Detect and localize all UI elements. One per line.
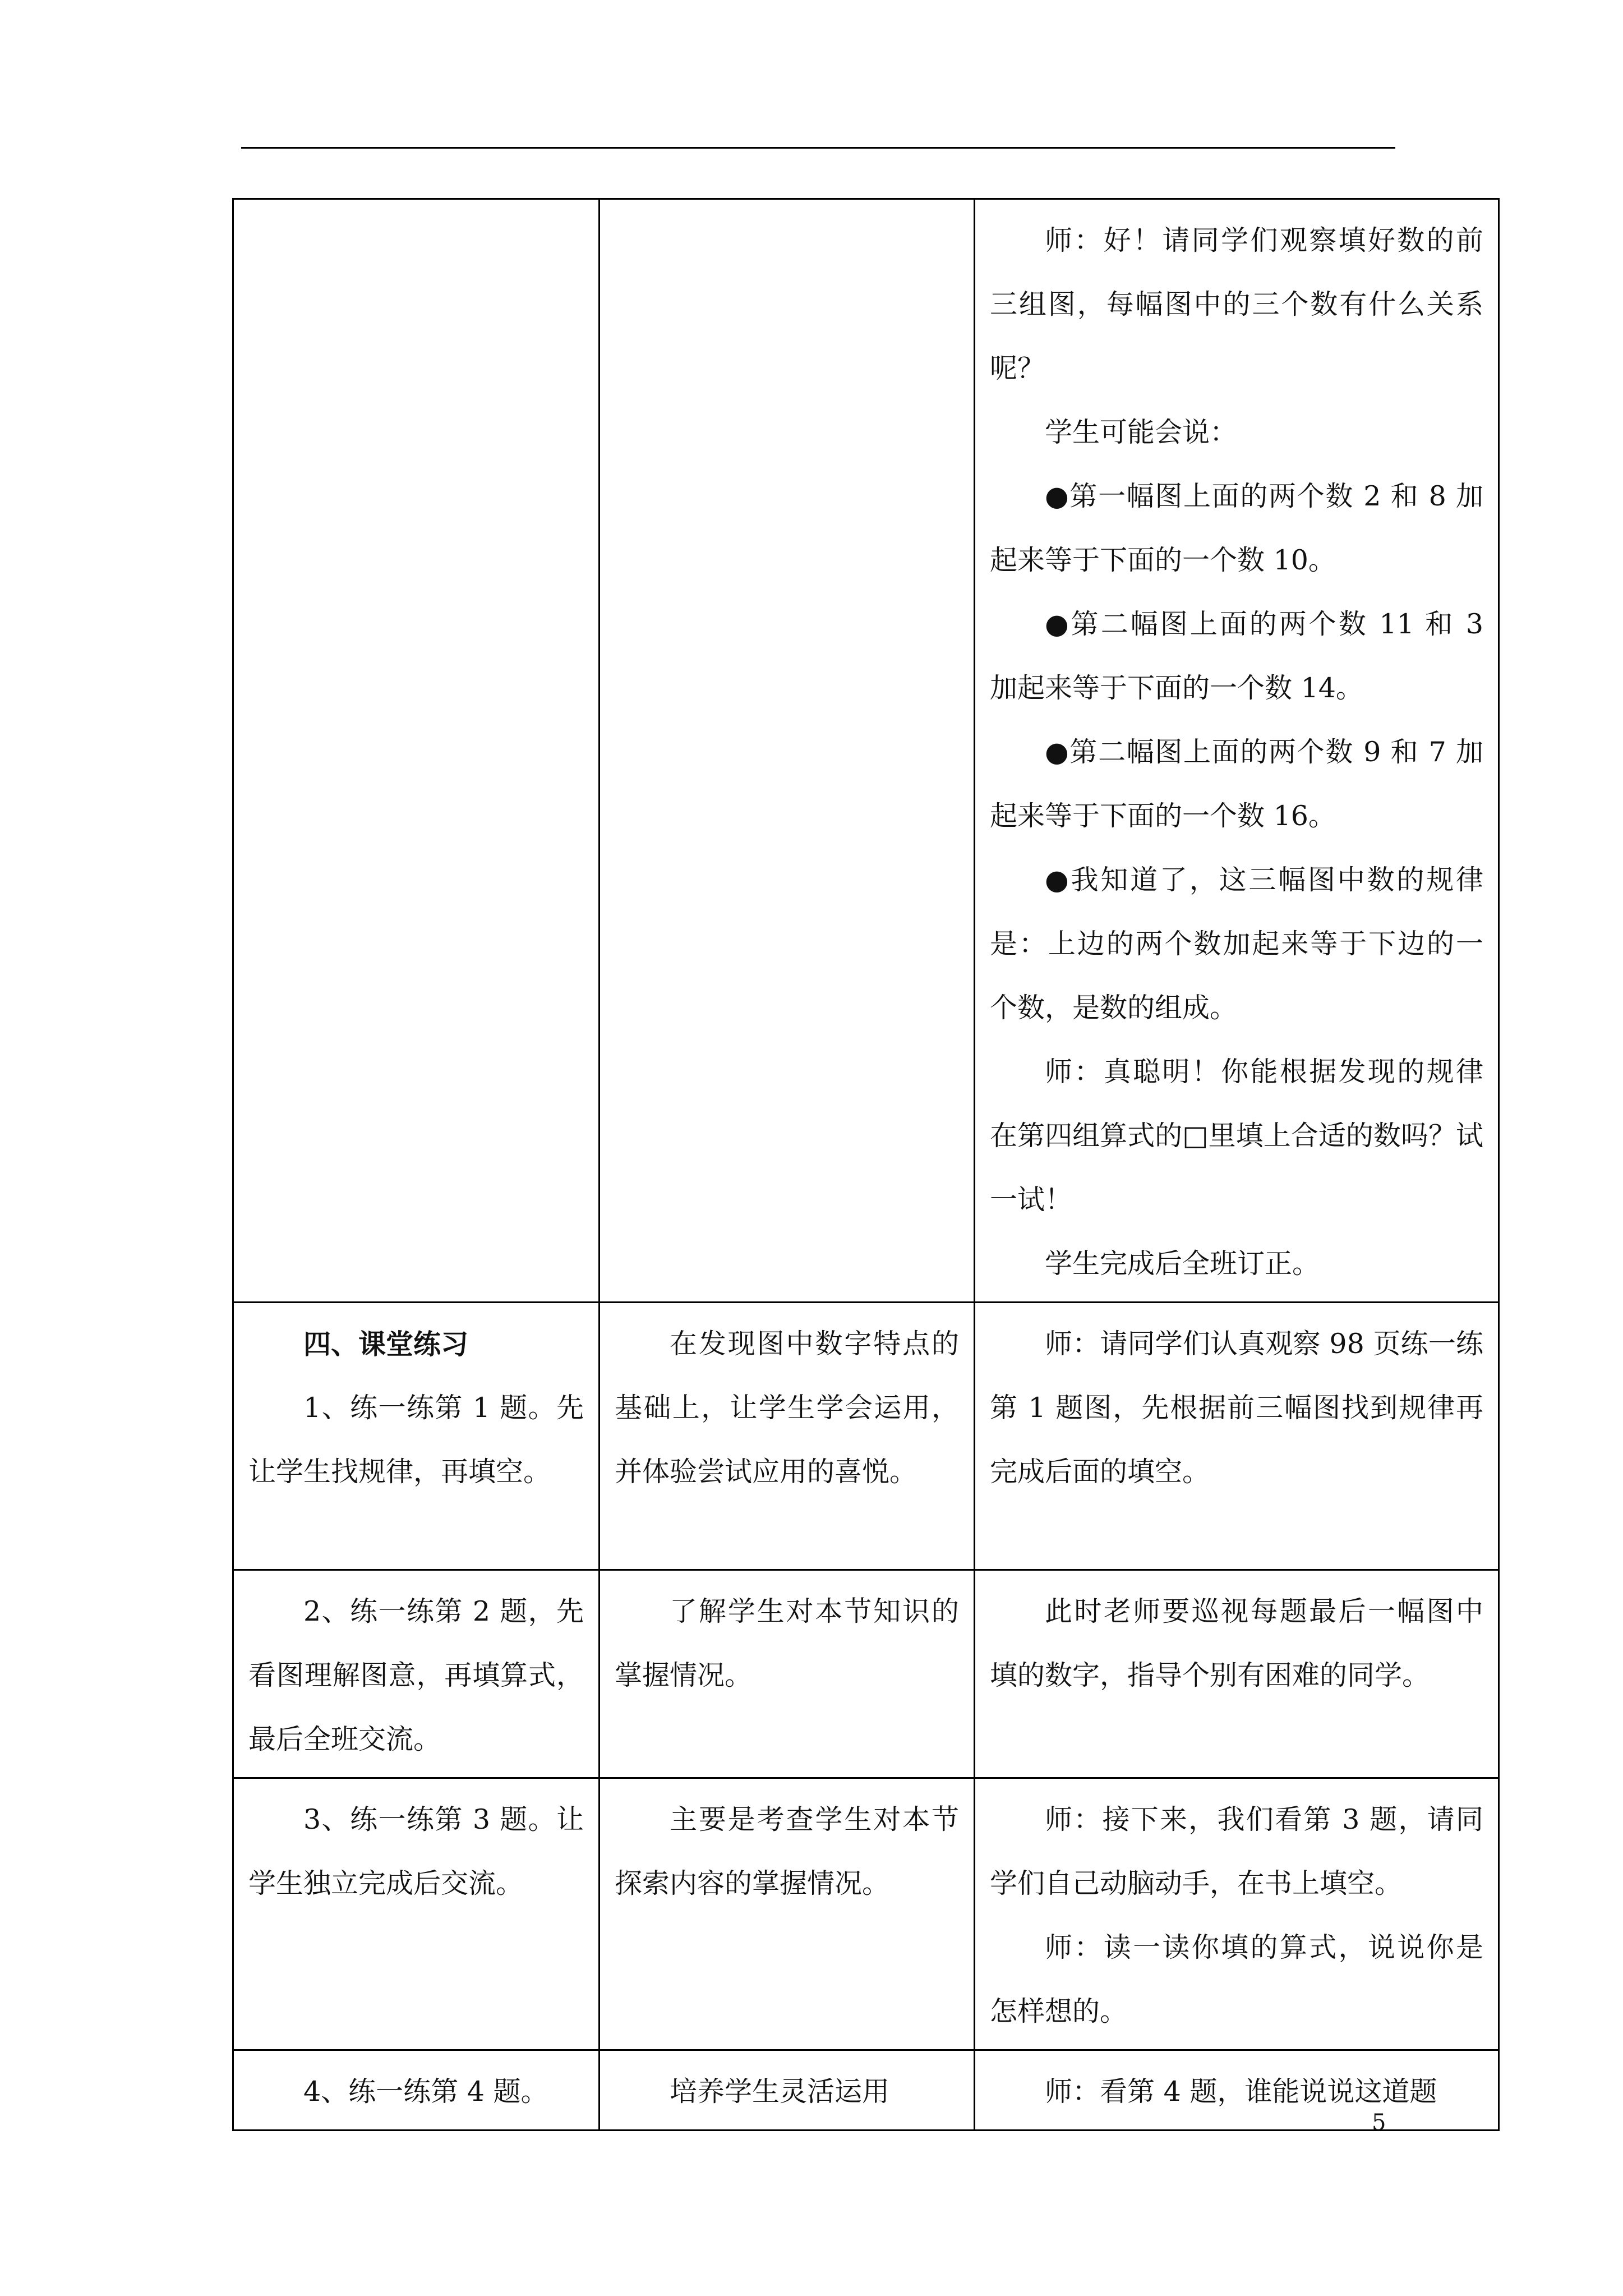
paragraph: 师：接下来，我们看第 3 题，请同学们自己动脑动手，在书上填空。 [990,1803,1483,1899]
paragraph: 主要是考查学生对本节探索内容的掌握情况。 [615,1803,959,1899]
activity-cell [233,1570,600,1778]
paragraph: 学生完成后全班订正。 [1045,1248,1320,1280]
paragraph: ●第一幅图上面的两个数 2 和 8 加起来等于下面的一个数 10。 [990,480,1483,576]
paragraph: 1、练一练第 1 题。先让学生找规律，再填空。 [248,1392,584,1488]
activity-cell [233,199,600,1303]
paragraph: 师：真聪明！你能根据发现的规律在第四组算式的□里填上合适的数吗？试一试！ [990,1056,1483,1216]
paragraph: 在发现图中数字特点的基础上，让学生学会运用，并体验尝试应用的喜悦。 [615,1328,959,1488]
teaching-process-cell [975,2050,1499,2131]
intent-cell [600,1303,975,1570]
teaching-process-cell [975,1778,1499,2050]
paragraph: 师：看第 4 题，谁能说说这道题 [1045,2076,1437,2108]
paragraph: ●第二幅图上面的两个数 9 和 7 加起来等于下面的一个数 16。 [990,736,1483,832]
paragraph: 学生可能会说： [1045,416,1238,448]
intent-cell [600,1778,975,2050]
paragraph: 师：读一读你填的算式，说说你是怎样想的。 [990,1931,1483,2027]
activity-cell [233,1778,600,2050]
paragraph: ●我知道了，这三幅图中数的规律是：上边的两个数加起来等于下边的一个数，是数的组成。 [990,864,1483,1024]
paragraph: 师：好！请同学们观察填好数的前三组图，每幅图中的三个数有什么关系呢？ [990,224,1483,384]
activity-cell [233,1303,600,1570]
teaching-process-cell [975,1303,1499,1570]
paragraph: 培养学生灵活运用 [670,2076,890,2108]
teaching-process-cell [975,199,1499,1303]
header-rule [241,147,1395,149]
paragraph: 师：请同学们认真观察 98 页练一练第 1 题图，先根据前三幅图找到规律再完成后面的填空。 [990,1328,1483,1488]
table-row [233,1303,1499,1570]
paragraph: 了解学生对本节知识的掌握情况。 [615,1595,959,1691]
section-heading: 四、课堂练习 [303,1328,469,1360]
table-row [233,1778,1499,2050]
lesson-plan-table [232,198,1500,2131]
table-row [233,199,1499,1303]
intent-cell [600,1570,975,1778]
intent-cell [600,199,975,1303]
paragraph: ●第二幅图上面的两个数 11 和 3 加起来等于下面的一个数 14。 [990,608,1483,704]
paragraph: 4、练一练第 4 题。 [303,2076,548,2108]
teaching-process-cell [975,1570,1499,1778]
activity-cell [233,2050,600,2131]
table-row [233,1570,1499,1778]
paragraph: 2、练一练第 2 题，先看图理解图意，再填算式，最后全班交流。 [248,1595,584,1755]
intent-cell [600,2050,975,2131]
table-row [233,2050,1499,2131]
page-number: 5 [1372,2110,1386,2136]
paragraph: 3、练一练第 3 题。让学生独立完成后交流。 [248,1803,584,1899]
paragraph: 此时老师要巡视每题最后一幅图中填的数字，指导个别有困难的同学。 [990,1595,1483,1691]
